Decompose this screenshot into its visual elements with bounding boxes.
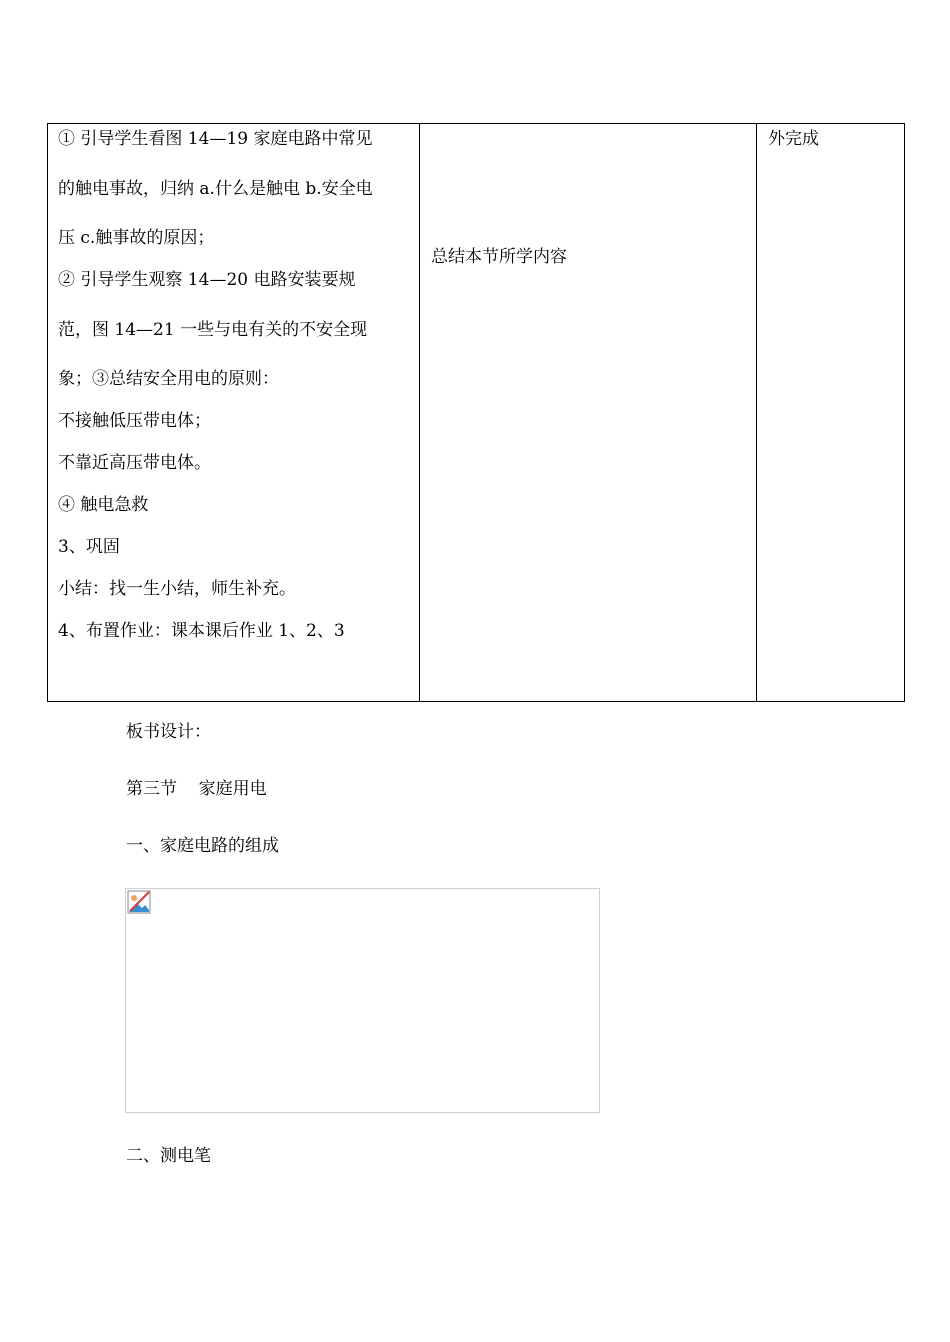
activity-line-10: 3、巩固 xyxy=(58,537,120,557)
notes-text: 外完成 xyxy=(768,129,819,149)
summary-text: 总结本节所学内容 xyxy=(431,247,567,267)
board-section-title: 第三节 家庭用电 xyxy=(126,779,267,799)
activity-line-8: 不靠近高压带电体。 xyxy=(58,453,211,473)
activity-line-2: 的触电事故，归纳 a.什么是触电 b.安全电 xyxy=(58,179,373,199)
activity-line-12: 4、布置作业：课本课后作业 1、2、3 xyxy=(58,621,345,641)
activity-line-1: ① 引导学生看图 14—19 家庭电路中常见 xyxy=(58,129,373,149)
activity-line-4: ② 引导学生观察 14—20 电路安装要规 xyxy=(58,270,356,290)
board-item-2: 二、测电笔 xyxy=(126,1146,211,1166)
activity-line-5: 范，图 14—21 一些与电有关的不安全现 xyxy=(58,320,368,340)
activity-line-11: 小结：找一生小结，师生补充。 xyxy=(58,579,296,599)
broken-image xyxy=(125,888,600,1113)
board-item-1: 一、家庭电路的组成 xyxy=(126,836,279,856)
table-column-notes xyxy=(757,124,904,701)
activity-line-6: 象；③总结安全用电的原则： xyxy=(58,369,279,389)
lesson-table xyxy=(47,123,905,702)
activity-line-3: 压 c.触事故的原因； xyxy=(58,228,215,248)
table-column-activities xyxy=(48,124,420,701)
broken-image-icon xyxy=(127,890,151,914)
activity-line-9: ④ 触电急救 xyxy=(58,495,149,515)
board-design-heading: 板书设计： xyxy=(126,722,211,742)
table-column-student xyxy=(420,124,757,701)
activity-line-7: 不接触低压带电体； xyxy=(58,411,211,431)
